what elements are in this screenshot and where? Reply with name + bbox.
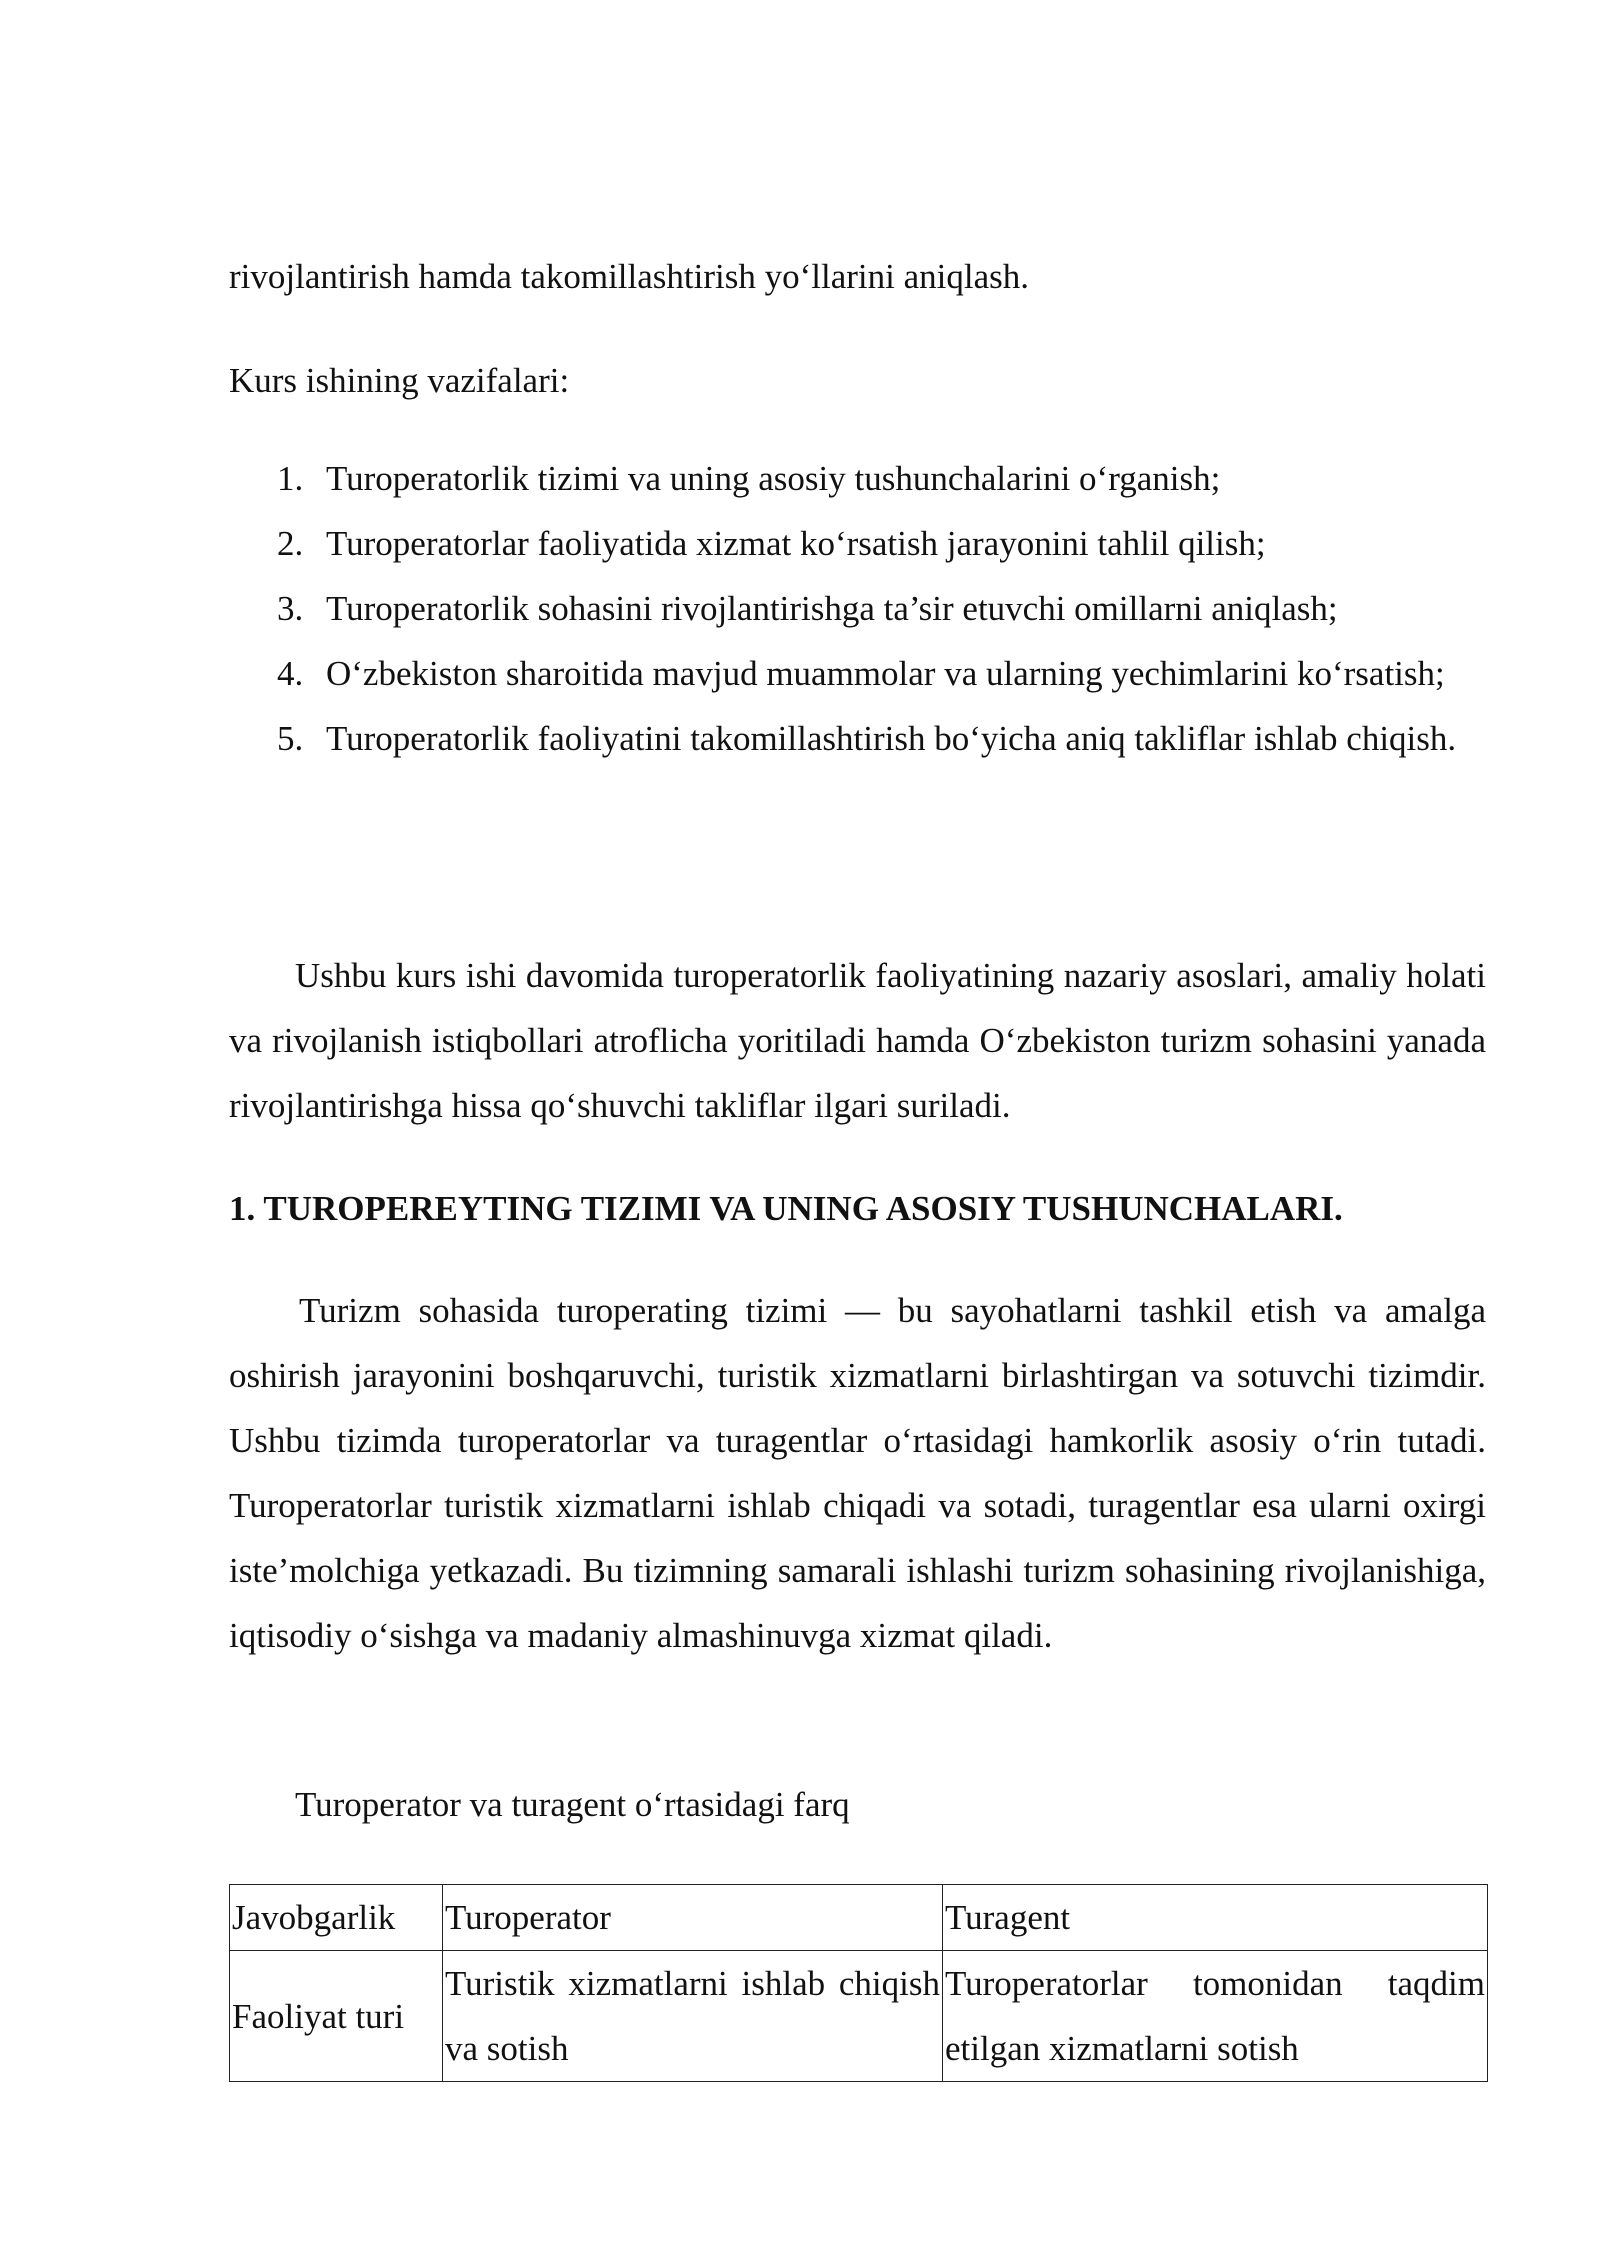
summary-paragraph: Ushbu kurs ishi davomida turoperatorlik faoliyatining nazariy asoslari, amaliy holati va rivojlanish istiqbollari atroflicha yoritiladi hamda O‘zbekiston turizm sohasini yanada rivojlantirishga hissa qo‘shuvchi takliflar ilgari suriladi. — [229, 956, 1486, 1125]
table-caption: Turoperator va turagent o‘rtasidagi farq — [295, 1785, 850, 1824]
list-item-number: 1. — [277, 459, 304, 498]
section-paragraph: Turizm sohasida turoperating tizimi — bu sayohatlarni tashkil etish va amalga oshirish jarayonini boshqaruvchi, turistik xizmatlarni birlashtirgan va sotuvchi tizimdir. Ushbu tizimda turoperatorlar va turagentlar o‘rtasidagi hamkorlik asosiy o‘rin tutadi. Turoperatorlar turistik xizmatlarni ishlab chiqadi va sotadi, turagentlar esa ularni oxirgi iste’molchiga yetkazadi. Bu tizimning samarali ishlashi turizm sohasining rivojlanishiga, iqtisodiy o‘sishga va madaniy almashinuvga xizmat qiladi. — [229, 1291, 1486, 1655]
list-item — [229, 641, 1486, 706]
table-header-row — [230, 1885, 1488, 1951]
table-cell: Turoperatorlar tomonidan taqdim etilgan xizmatlarni sotish — [943, 1951, 1488, 2082]
intro-line: rivojlantirish hamda takomillashtirish yo‘llarini aniqlash. — [229, 257, 1029, 296]
comparison-table — [229, 1884, 1488, 2082]
tasks-heading: Kurs ishining vazifalari: — [229, 361, 570, 400]
table-cell: Faoliyat turi — [230, 1951, 443, 2082]
table-header-cell: Turoperator — [443, 1885, 943, 1951]
list-item — [229, 706, 1486, 771]
list-item-text: Turoperatorlik tizimi va uning asosiy tushunchalarini o‘rganish; — [326, 459, 1221, 498]
table-header-cell: Turagent — [943, 1885, 1488, 1951]
list-item-number: 4. — [277, 654, 304, 693]
list-item — [229, 446, 1486, 511]
table-header-cell: Javobgarlik — [230, 1885, 443, 1951]
list-item-text: Turoperatorlik sohasini rivojlantirishga ta’sir etuvchi omillarni aniqlash; — [326, 589, 1338, 628]
list-item-number: 5. — [277, 719, 304, 758]
list-item-number: 3. — [277, 589, 304, 628]
list-item-number: 2. — [277, 524, 304, 563]
list-item-text: Turoperatorlar faoliyatida xizmat ko‘rsatish jarayonini tahlil qilish; — [326, 524, 1266, 563]
list-item — [229, 511, 1486, 576]
list-item — [229, 576, 1486, 641]
list-item-text: Turoperatorlik faoliyatini takomillashtirish bo‘yicha aniq takliflar ishlab chiqish. — [326, 719, 1457, 758]
tasks-list — [229, 446, 1486, 771]
table-cell: Turistik xizmatlarni ishlab chiqish va sotish — [443, 1951, 943, 2082]
section-heading: 1. TUROPEREYTING TIZIMI VA UNING ASOSIY TUSHUNCHALARI. — [229, 1189, 1343, 1228]
table-row — [230, 1951, 1488, 2082]
list-item-text: O‘zbekiston sharoitida mavjud muammolar va ularning yechimlarini ko‘rsatish; — [326, 654, 1445, 693]
